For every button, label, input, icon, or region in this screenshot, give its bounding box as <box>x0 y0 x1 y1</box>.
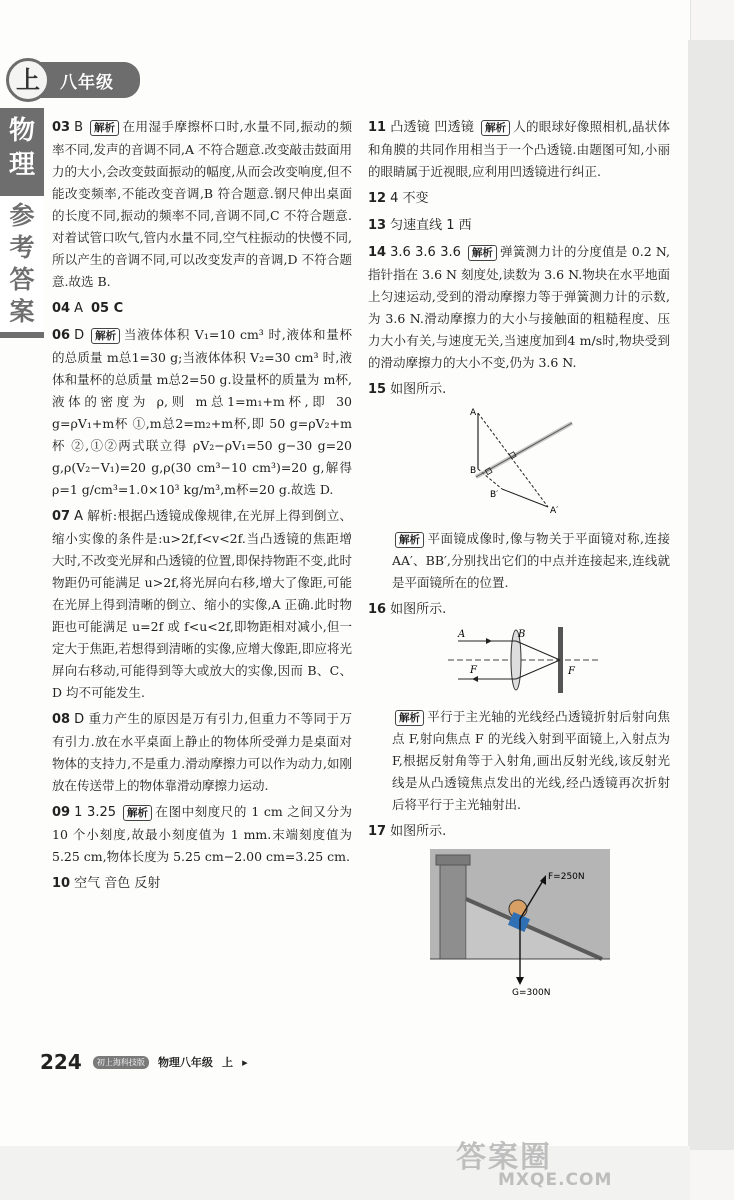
book-title: 物理八年级 <box>157 1056 213 1069</box>
answer-16: 16 如图所示. <box>368 602 447 617</box>
volume-badge: 上 <box>6 58 50 102</box>
side-bar <box>0 108 44 338</box>
answer-07: 07 A 解析:根据凸透镜成像规律,在光屏上得到倒立、缩小实像的条件是:u>2f,f<v<2f.当凸透镜的焦距增大时,不改变光屏和凸透镜的位置,即保持物距不变,此时物距仍可能满足 u>2f,将光屏向右移,增大了像距,可能在光屏上得到清晰的倒立、缩小的实像,A 正确.此时物距也可能满足 u=2f 或 f<u<2f,即物距相对减小,但一定大于焦距,若想得到清晰的实像,应增大像距,即应将光屏向右移动,可能得到等大或放大的实像,因而 B、C、D 均不可能发生. <box>52 508 352 700</box>
grade-label: 八年级 <box>60 73 114 93</box>
volume-mark: 上 <box>222 1056 234 1069</box>
answer-16-explain: 解析 平行于主光轴的光线经凸透镜折射后射向焦点 F,射向焦点 F 的光线入射到平面镜上,入射点为 F,根据反射角等于入射角,画出反射光线,该反射光线是从凸透镜焦点发出的光线,经凸透镜再次折射后将平行于主光轴射出. <box>392 709 670 812</box>
page-number: 224 <box>40 1050 82 1074</box>
left-column <box>52 116 352 899</box>
slide-figure <box>430 849 670 1006</box>
label-A-prime: A′ <box>550 506 559 515</box>
analysis-badge: 解析 <box>468 245 497 261</box>
page-edge <box>688 40 734 1150</box>
watermark-url: MXQE.COM <box>498 1170 613 1190</box>
analysis-badge: 解析 <box>91 328 120 344</box>
answer-04-05: 04 A 05 C <box>52 301 124 316</box>
analysis-badge: 解析 <box>395 710 424 726</box>
answer-08: 08 D 重力产生的原因是万有引力,但重力不等同于万有引力.放在水平桌面上静止的物体所受弹力是桌面对物体的支持力,不是重力.滑动摩擦力可以作为动力,如刚放在传送带上的物体靠滑动摩擦力运动. <box>52 711 352 793</box>
grade-tab <box>0 58 142 102</box>
lens-figure <box>448 627 670 700</box>
answer-11: 11 凸透镜 凹透镜 解析 人的眼球好像照相机,晶状体和角膜的共同作用相当于一个凸透镜.由题图可知,小丽的眼睛属于近视眼,应利用凹透镜进行纠正. <box>368 119 670 179</box>
analysis-badge: 解析 <box>123 805 152 821</box>
answer-15-explain: 解析 平面镜成像时,像与物关于平面镜对称,连接 AA′、BB′,分别找出它们的中点并连接起来,连线就是平面镜所在的位置. <box>392 531 670 590</box>
answer-09: 09 1 3.25 解析 在图中刻度尺的 1 cm 之间又分为 10 个小刻度,故最小刻度值为 1 mm.末端刻度值为 5.25 cm,物体长度为 5.25 cm−2.00 cm=3.25 cm. <box>52 804 352 864</box>
label-F-left: F <box>470 665 477 676</box>
answer-15: 15 如图所示. <box>368 382 447 397</box>
answer-14: 14 3.6 3.6 3.6 解析 弹簧测力计的分度值是 0.2 N,指针指在 3.6 N 刻度处,读数为 3.6 N.物块在水平地面上匀速运动,受到的滑动摩擦力等于弹簧测力计的示数,为 3.6 N.滑动摩擦力的大小与接触面的粗糙程度、压力大小有关,与速度无关,当速度加到4 m/s时,物块受到的滑动摩擦力的大小不变,仍为 3.6 N. <box>368 244 670 370</box>
mirror-diagram <box>468 407 588 515</box>
analysis-badge: 解析 <box>395 532 424 548</box>
right-column <box>368 116 670 1012</box>
analysis-badge: 解析 <box>90 120 119 136</box>
answer-10: 10 空气 音色 反射 <box>52 876 161 891</box>
label-force-F: F=250N <box>548 872 585 882</box>
analysis-badge: 解析 <box>481 120 510 136</box>
answers-label: 参考答案 <box>0 196 44 332</box>
mirror-figure <box>468 407 670 522</box>
slide-diagram <box>430 849 610 999</box>
arrow-icon: ▸ <box>242 1055 248 1069</box>
watermark-logo: 答案圈 <box>456 1140 552 1175</box>
label-A: A <box>458 629 466 640</box>
answer-12: 12 4 不变 <box>368 191 429 206</box>
answer-06: 06 D 解析 当液体体积 V₁=10 cm³ 时,液体和量杯的总质量 m总1=30 g;当液体体积 V₂=30 cm³ 时,液体和量杯的总质量 m总2=50 g.设量杯的质量为 m杯,液体的密度为 ρ,则 m总1=m₁+m杯,即 30 g=ρV₁+m杯 ①,m总2=m₂+m杯,即 50 g=ρV₂+m杯 ②,①②两式联立得 ρV₂−ρV₁=50 g−30 g=20 g,ρ(V₂−V₁)=20 g,ρ(30 cm³−10 cm³)=20 g,解得 ρ=1 g/cm³=1.0×10³ kg/m³,m杯=20 g.故选 D. <box>52 327 352 497</box>
edition-pill: 初上海科技版 <box>93 1056 149 1069</box>
page-footer <box>40 1050 248 1074</box>
answer-03: 03 B 解析 在用湿手摩擦杯口时,水量不同,振动的频率不同,发声的音调不同,A 不符合题意.改变敲击鼓面用力的大小,会改变鼓面振动的幅度,从而会改变响度,但不能改变频率,不能改变音调,B 符合题意.钢尺伸出桌面的长度不同,振动的频率不同,音调不同,C 不符合题意.对着试管口吹气,管内水量不同,空气柱振动的快慢不同,所以产生的音调不同,可以改变发声的音调,D 不符合题意.故选 B. <box>52 119 352 289</box>
label-B: B <box>518 629 526 640</box>
lens-diagram <box>448 627 598 693</box>
label-force-G: G=300N <box>512 988 551 998</box>
subject-label: 物理 <box>8 116 35 180</box>
answer-17: 17 如图所示. <box>368 824 447 839</box>
answer-13: 13 匀速直线 1 西 <box>368 218 472 233</box>
label-F-right: F <box>568 666 575 677</box>
label-B-prime: B′ <box>490 490 499 500</box>
label-B: B <box>470 466 477 476</box>
label-A: A <box>470 408 477 418</box>
